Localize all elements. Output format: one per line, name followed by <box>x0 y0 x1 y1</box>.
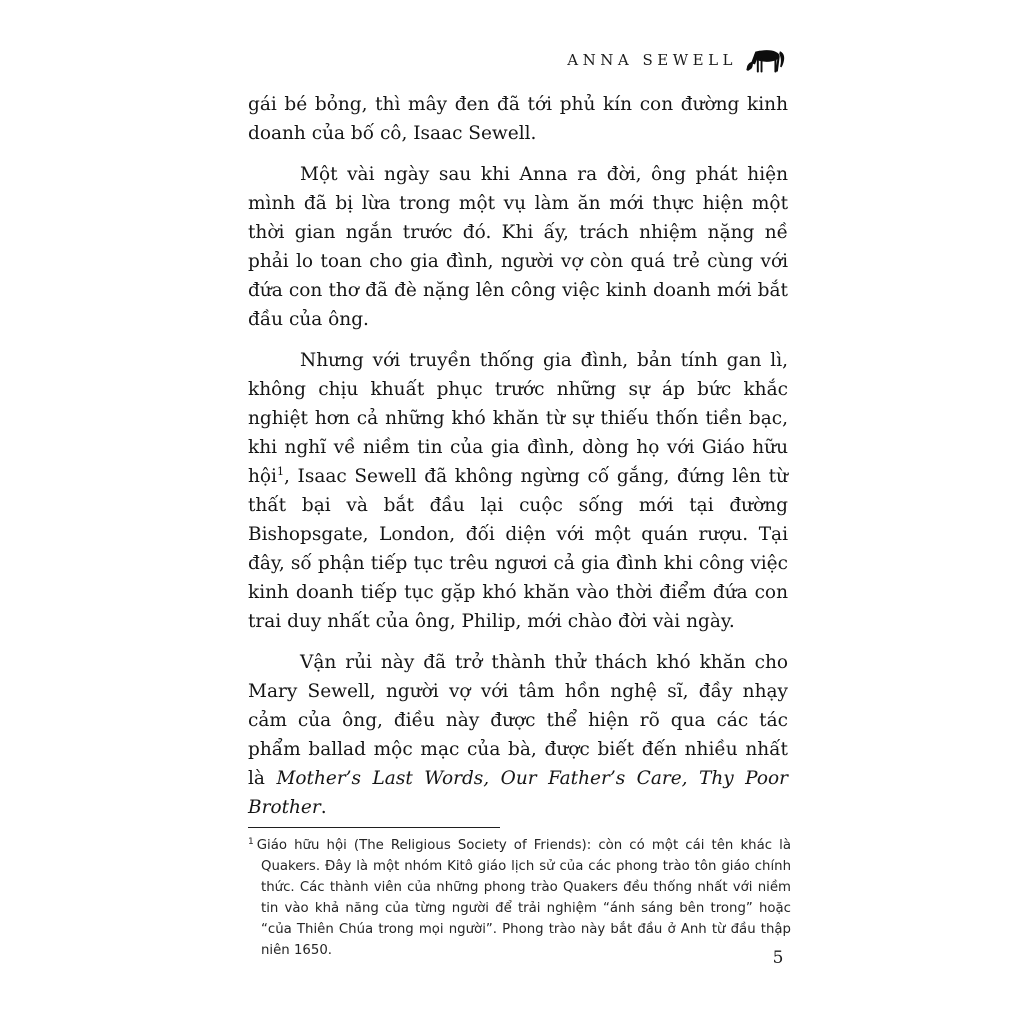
book-titles: Mother’s Last Words, Our Father’s Care, Thy Poor Brother <box>248 768 788 818</box>
running-header <box>248 42 788 78</box>
horse-icon <box>744 42 788 78</box>
footnote-separator <box>248 827 500 828</box>
body-paragraph: Một vài ngày sau khi Anna ra đời, ông phát hiện mình đã bị lừa trong một vụ làm ăn mới thực hiện một thời gian ngắn trước đó. Khi ấy, trách nhiệm nặng nề phải lo toan cho gia đình, người vợ còn quá trẻ cùng với đứa con thơ đã đè nặng lên công việc kinh doanh mới bắt đầu của ông. <box>248 164 788 330</box>
page-body <box>248 90 788 834</box>
header-title: ANNA SEWELL <box>567 51 737 69</box>
footnote-marker: 1 <box>248 836 254 847</box>
body-paragraph: gái bé bỏng, thì mây đen đã tới phủ kín con đường kinh doanh của bố cô, Isaac Sewell. <box>248 94 788 144</box>
body-paragraph <box>248 346 788 636</box>
footnote-reference: 1 <box>276 464 284 478</box>
paragraph-text: . <box>320 797 327 818</box>
paragraph-text: Nhưng với truyền thống gia đình, bản tính gan lì, không chịu khuất phục trước những sự áp bức khắc nghiệt hơn cả những khó khăn từ sự thiếu thốn tiền bạc, khi nghĩ về niềm tin của gia đình, dòng họ với Giáo hữu hội <box>248 350 788 487</box>
page-number: 5 <box>772 948 784 968</box>
footnote-text: Giáo hữu hội (The Religious Society of Friends): còn có một cái tên khác là Quakers. Đây là một nhóm Kitô giáo lịch sử của các phong trào tôn giáo chính thức. Các thành viên của những phong trào Quakers đều thống nhất với niềm tin vào khả năng của từng người để trải nghiệm “ánh sáng bên trong” hoặc “của Thiên Chúa trong mọi người”. Phong trào này bắt đầu ở Anh từ đầu thập niên 1650. <box>256 838 791 958</box>
paragraph-text: , Isaac Sewell đã không ngừng cố gắng, đứng lên từ thất bại và bắt đầu lại cuộc sống mới tại đường Bishopsgate, London, đối diện với một quán rượu. Tại đây, số phận tiếp tục trêu ngươi cả gia đình khi công việc kinh doanh tiếp tục gặp khó khăn vào thời điểm đứa con trai duy nhất của ông, Philip, mới chào đời vài ngày. <box>248 466 788 632</box>
footnote-section <box>248 827 791 961</box>
body-paragraph <box>248 648 788 822</box>
footnote <box>248 835 791 961</box>
paragraph-text: Vận rủi này đã trở thành thử thách khó khăn cho Mary Sewell, người vợ với tâm hồn nghệ sĩ, đầy nhạy cảm của ông, điều này được thể hiện rõ qua các tác phẩm ballad mộc mạc của bà, được biết đến nhiều nhất là <box>248 652 788 789</box>
